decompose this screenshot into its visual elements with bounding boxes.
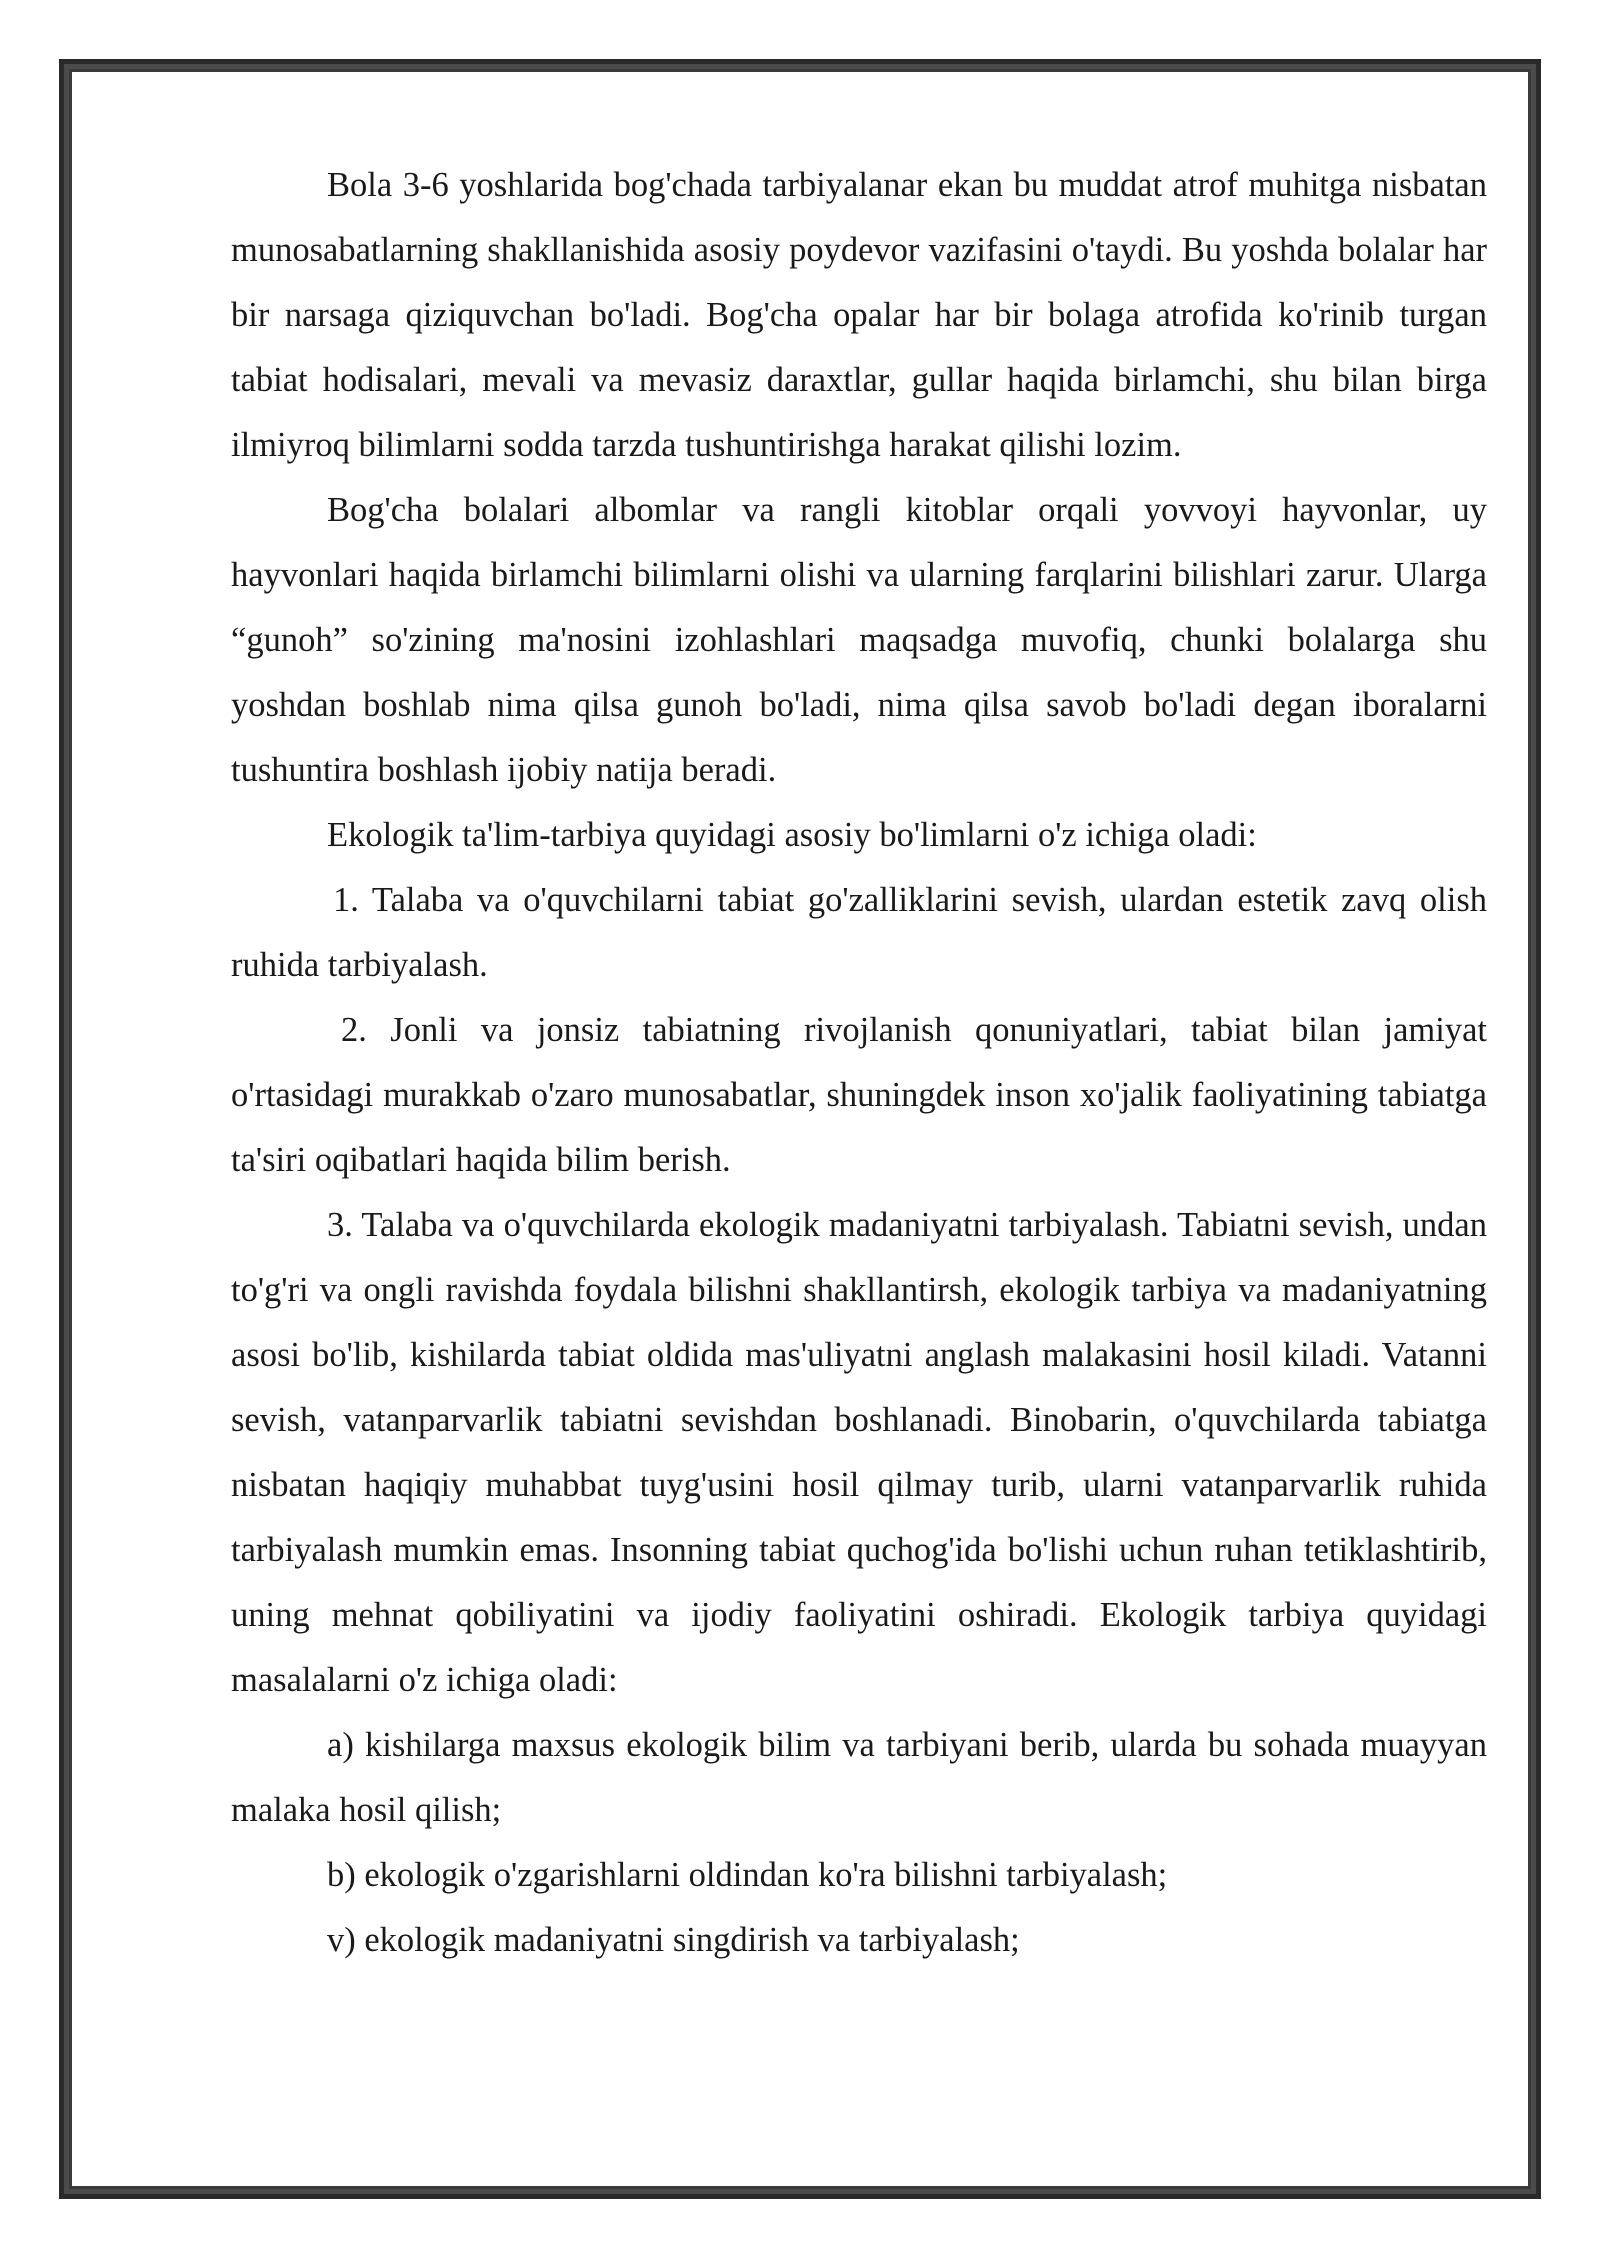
list-item-2: 2. Jonli va jonsiz tabiatning rivojlanish qonuniyatlari, tabiat bilan jamiyat o'rtasidagi murakkab o'zaro munosabatlar, shuningdek inson xo'jalik faoliyatining tabiatga ta'siri oqibatlari haqida bilim berish. xyxy=(231,1011,1487,1179)
list-item-1: 1. Talaba va o'quvchilarni tabiat go'zalliklarini sevish, ulardan estetik zavq olish ruhida tarbiyalash. xyxy=(231,881,1487,984)
list-item-v: v) ekologik madaniyatni singdirish va tarbiyalash; xyxy=(327,1921,1020,1959)
list-item-3: 3. Talaba va o'quvchilarda ekologik madaniyatni tarbiyalash. Tabiatni sevish, undan to'g'ri va ongli ravishda foydala bilishni shakllantirsh, ekologik tarbiya va madaniyatning asosi bo'lib, kishilarda tabiat oldida mas'uliyatni anglash malakasini hosil kiladi. Vatanni sevish, vatanparvarlik tabiatni sevishdan boshlanadi. Binobarin, o'quvchilarda tabiatga nisbatan haqiqiy muhabbat tuyg'usini hosil qilmay turib, ularni vatanparvarlik ruhida tarbiyalash mumkin emas. Insonning tabiat quchog'ida bo'lishi uchun ruhan tetiklashtirib, uning mehnat qobiliyatini va ijodiy faoliyatini oshiradi. Ekologik tarbiya quyidagi masalalarni o'z ichiga oladi: xyxy=(231,1206,1487,1699)
document-body xyxy=(231,153,1487,1973)
paragraph-sections-intro: Ekologik ta'lim-tarbiya quyidagi asosiy bo'limlarni o'z ichiga oladi: xyxy=(327,816,1257,854)
list-item-b: b) ekologik o'zgarishlarni oldindan ko'ra bilishni tarbiyalash; xyxy=(327,1856,1168,1894)
page-frame xyxy=(64,64,1536,2194)
list-item-a: a) kishilarga maxsus ekologik bilim va tarbiyani berib, ularda bu sohada muayyan malaka hosil qilish; xyxy=(231,1726,1487,1829)
paragraph-intro: Bola 3-6 yoshlarida bog'chada tarbiyalanar ekan bu muddat atrof muhitga nisbatan munosabatlarning shakllanishida asosiy poydevor vazifasini o'taydi. Bu yoshda bolalar har bir narsaga qiziquvchan bo'ladi. Bog'cha opalar har bir bolaga atrofida ko'rinib turgan tabiat hodisalari, mevali va mevasiz daraxtlar, gullar haqida birlamchi, shu bilan birga ilmiyroq bilimlarni sodda tarzda tushuntirishga harakat qilishi lozim. xyxy=(231,166,1487,464)
paragraph-kindergarten: Bog'cha bolalari albomlar va rangli kitoblar orqali yovvoyi hayvonlar, uy hayvonlari haqida birlamchi bilimlarni olishi va ularning farqlarini bilishlari zarur. Ularga “gunoh” so'zining ma'nosini izohlashlari maqsadga muvofiq, chunki bolalarga shu yoshdan boshlab nima qilsa gunoh bo'ladi, nima qilsa savob bo'ladi degan iboralarni tushuntira boshlash ijobiy natija beradi. xyxy=(231,491,1487,789)
